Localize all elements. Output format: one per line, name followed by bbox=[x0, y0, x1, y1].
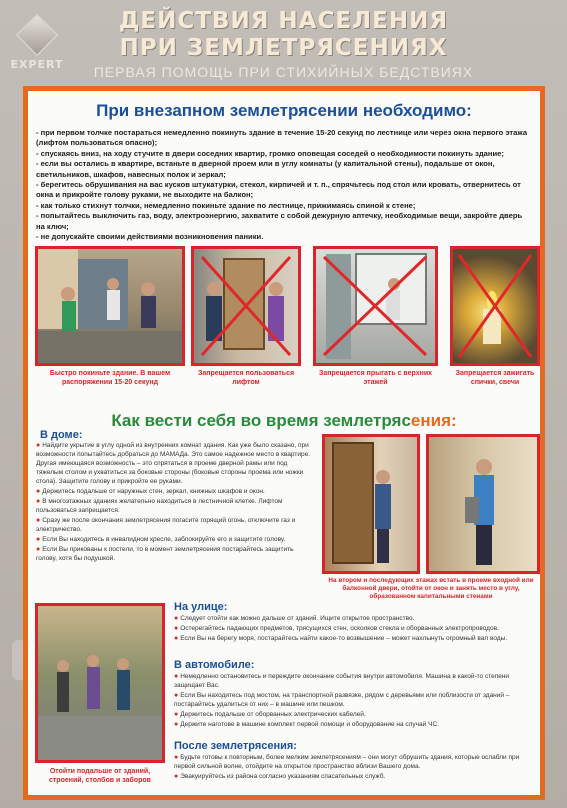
window-jump-crossed-icon bbox=[316, 249, 435, 363]
behavior-heading bbox=[28, 411, 540, 431]
people-running-icon bbox=[38, 249, 182, 363]
street-item: ● Следует отойти как можно дальше от зданий. Ищите открытое пространство. bbox=[174, 615, 415, 622]
rule-item: - как только стихнут толчки, немедленно покиньте здание по лестнице, прижимаясь спиной к стене; bbox=[36, 200, 416, 210]
people-street-icon bbox=[38, 606, 162, 760]
caption-no-matches: Запрещается зажигать спички, свечи bbox=[455, 370, 535, 386]
street-title: На улице: bbox=[174, 601, 228, 613]
street-item: ● Если Вы на берегу моря, постарайтесь найти какое-то возвышение – может нахлынуть огромный вал воды. bbox=[174, 635, 508, 642]
behavior-heading-part1: Как вести себя во время землетряс bbox=[111, 411, 411, 430]
rule-item: - берегитесь обрушивания на вас кусков штукатурки, стекол, кирпичей и т. п., спрячьтесь под стол или кровать, отвернитесь от окна и прикройте голову руками, не выходите на балкон; bbox=[36, 180, 521, 200]
home-title: В доме: bbox=[40, 429, 83, 441]
poster-subtitle: ПЕРВАЯ ПОМОЩЬ ПРИ СТИХИЙНЫХ БЕДСТВИЯХ bbox=[93, 64, 474, 80]
caption-no-jumping: Запрещается прыгать с верхних этажей bbox=[318, 370, 433, 386]
rule-item: - не допускайте своими действиями возникновения паники. bbox=[36, 232, 264, 242]
car-item: ● Немедленно остановитесь и переждите окончание события внутри автомобиля. Машина в какой-то степени защищает Вас. bbox=[174, 673, 510, 689]
home-item: ● Если Вы прикованы к постели, то в момент землетрясения постарайтесь защитить голову, хотя бы подушкой. bbox=[36, 546, 294, 562]
car-title: В автомобиле: bbox=[174, 659, 255, 671]
caption-street-away: Отойти подальше от зданий, строений, столбов и заборов bbox=[48, 768, 151, 784]
after-list bbox=[174, 753, 536, 782]
photo-people-running bbox=[35, 246, 185, 366]
logo-text: EXPERT bbox=[10, 58, 64, 71]
after-item: ● Будьте готовы к повторным, более мелким землетрясениям – они могут обрушить здания, которые ослабли при первой сильной волне, отойдите на открытое пространство вблизи Вашего дома. bbox=[174, 754, 520, 770]
poster-title-line2: ПРИ ЗЕМЛЕТРЯСЕНИЯХ bbox=[119, 35, 448, 61]
caption-no-elevator: Запрещается пользоваться лифтом bbox=[197, 370, 295, 386]
home-item: ● Держитесь подальше от наружных стен, зеркал, книжных шкафов и окон. bbox=[36, 488, 265, 495]
home-item: ● Найдите укрытие в углу одной из внутренних комнат здания. Как уже было сказано, при возможности попытайтесь добраться до МАМАДа. Это самое надежное место в квартире. Другая имеющаяся возможность – это спрятаться в проеме дверной рамы или под тяжелым столом и ухватиться за боковые стороны (боковые стороны проема или ножки стола). Защитите голову и прикройте ее руками. bbox=[36, 442, 311, 485]
content-panel bbox=[23, 86, 545, 800]
poster-title-line1: ДЕЙСТВИЯ НАСЕЛЕНИЯ bbox=[118, 8, 449, 34]
car-item: ● Держите наготове в машине комплект первой помощи и оборудование на случай ЧС. bbox=[174, 721, 439, 728]
corner-woman-icon bbox=[429, 437, 537, 571]
caption-leave-building: Быстро покиньте здание. В вашем распоряжении 15-20 секунд bbox=[49, 370, 171, 386]
car-list bbox=[174, 672, 536, 730]
elevator-crossed-icon bbox=[194, 249, 298, 363]
home-item: ● Если Вы находитесь в инвалидном кресле, заблокируйте его и защитите голову. bbox=[36, 536, 286, 543]
photo-window-jump bbox=[313, 246, 438, 366]
car-item: ● Держитесь подальше от оборванных электрических кабелей. bbox=[174, 711, 366, 718]
sudden-rules-list bbox=[36, 128, 532, 242]
rule-item: - попытайтесь выключить газ, воду, электроэнергию, захватите с собой дежурную аптечку, необходимые вещи, закройте дверь на ключ; bbox=[36, 211, 523, 231]
photo-candle bbox=[450, 246, 540, 366]
photo-doorway-man bbox=[322, 434, 420, 574]
street-list bbox=[174, 614, 536, 644]
street-item: ● Остерегайтесь падающих предметов, трясущихся стен, осколков стекла и оборванных электропроводов. bbox=[174, 625, 499, 632]
behavior-heading-part2: ения: bbox=[410, 411, 457, 430]
home-item: ● В многоэтажных зданиях желательно находиться в лестничной клетке. Лифтом пользоваться запрещается. bbox=[36, 498, 283, 514]
rule-item: - если вы остались в квартире, встаньте в дверной проем или в углу комнаты (у капитальной стены), подальше от окон, светильников, шкафов, навесных полок и зеркал; bbox=[36, 159, 495, 179]
home-list bbox=[36, 441, 316, 564]
rule-item: - спускаясь вниз, на ходу стучите в двери соседних квартир, громко оповещая соседей о необходимости покинуть здание; bbox=[36, 148, 504, 158]
photo-elevator bbox=[191, 246, 301, 366]
photo-street bbox=[35, 603, 165, 763]
after-item: ● Эвакуируйтесь из района согласно указаниям спасательных служб. bbox=[174, 773, 386, 780]
home-item: ● Сразу же после окончания землетрясения погасите горящий огонь, отключите газ и электричество. bbox=[36, 517, 296, 533]
sudden-heading: При внезапном землетрясении необходимо: bbox=[96, 101, 472, 120]
rule-item: - при первом толчке постараться немедленно покинуть здание в течение 15-20 секунд по лестнице или через окна первого этажа (лифтом пользоваться опасно); bbox=[36, 128, 528, 148]
car-item: ● Если Вы находитесь под мостом, на транспортной развязке, рядом с деревьями или поблизости от зданий – постарайтесь удалиться от них – в машине или пешком. bbox=[174, 692, 510, 708]
photo-corner-woman bbox=[426, 434, 540, 574]
caption-doorway-corner: На втором и последующих этажах встать в проеме входной или балконной двери, отойти от окон и занять место в углу, образованном капитальными стенами bbox=[328, 577, 534, 600]
doorway-man-icon bbox=[325, 437, 417, 571]
candle-crossed-icon bbox=[453, 249, 537, 363]
after-title: После землетрясения: bbox=[174, 740, 297, 752]
